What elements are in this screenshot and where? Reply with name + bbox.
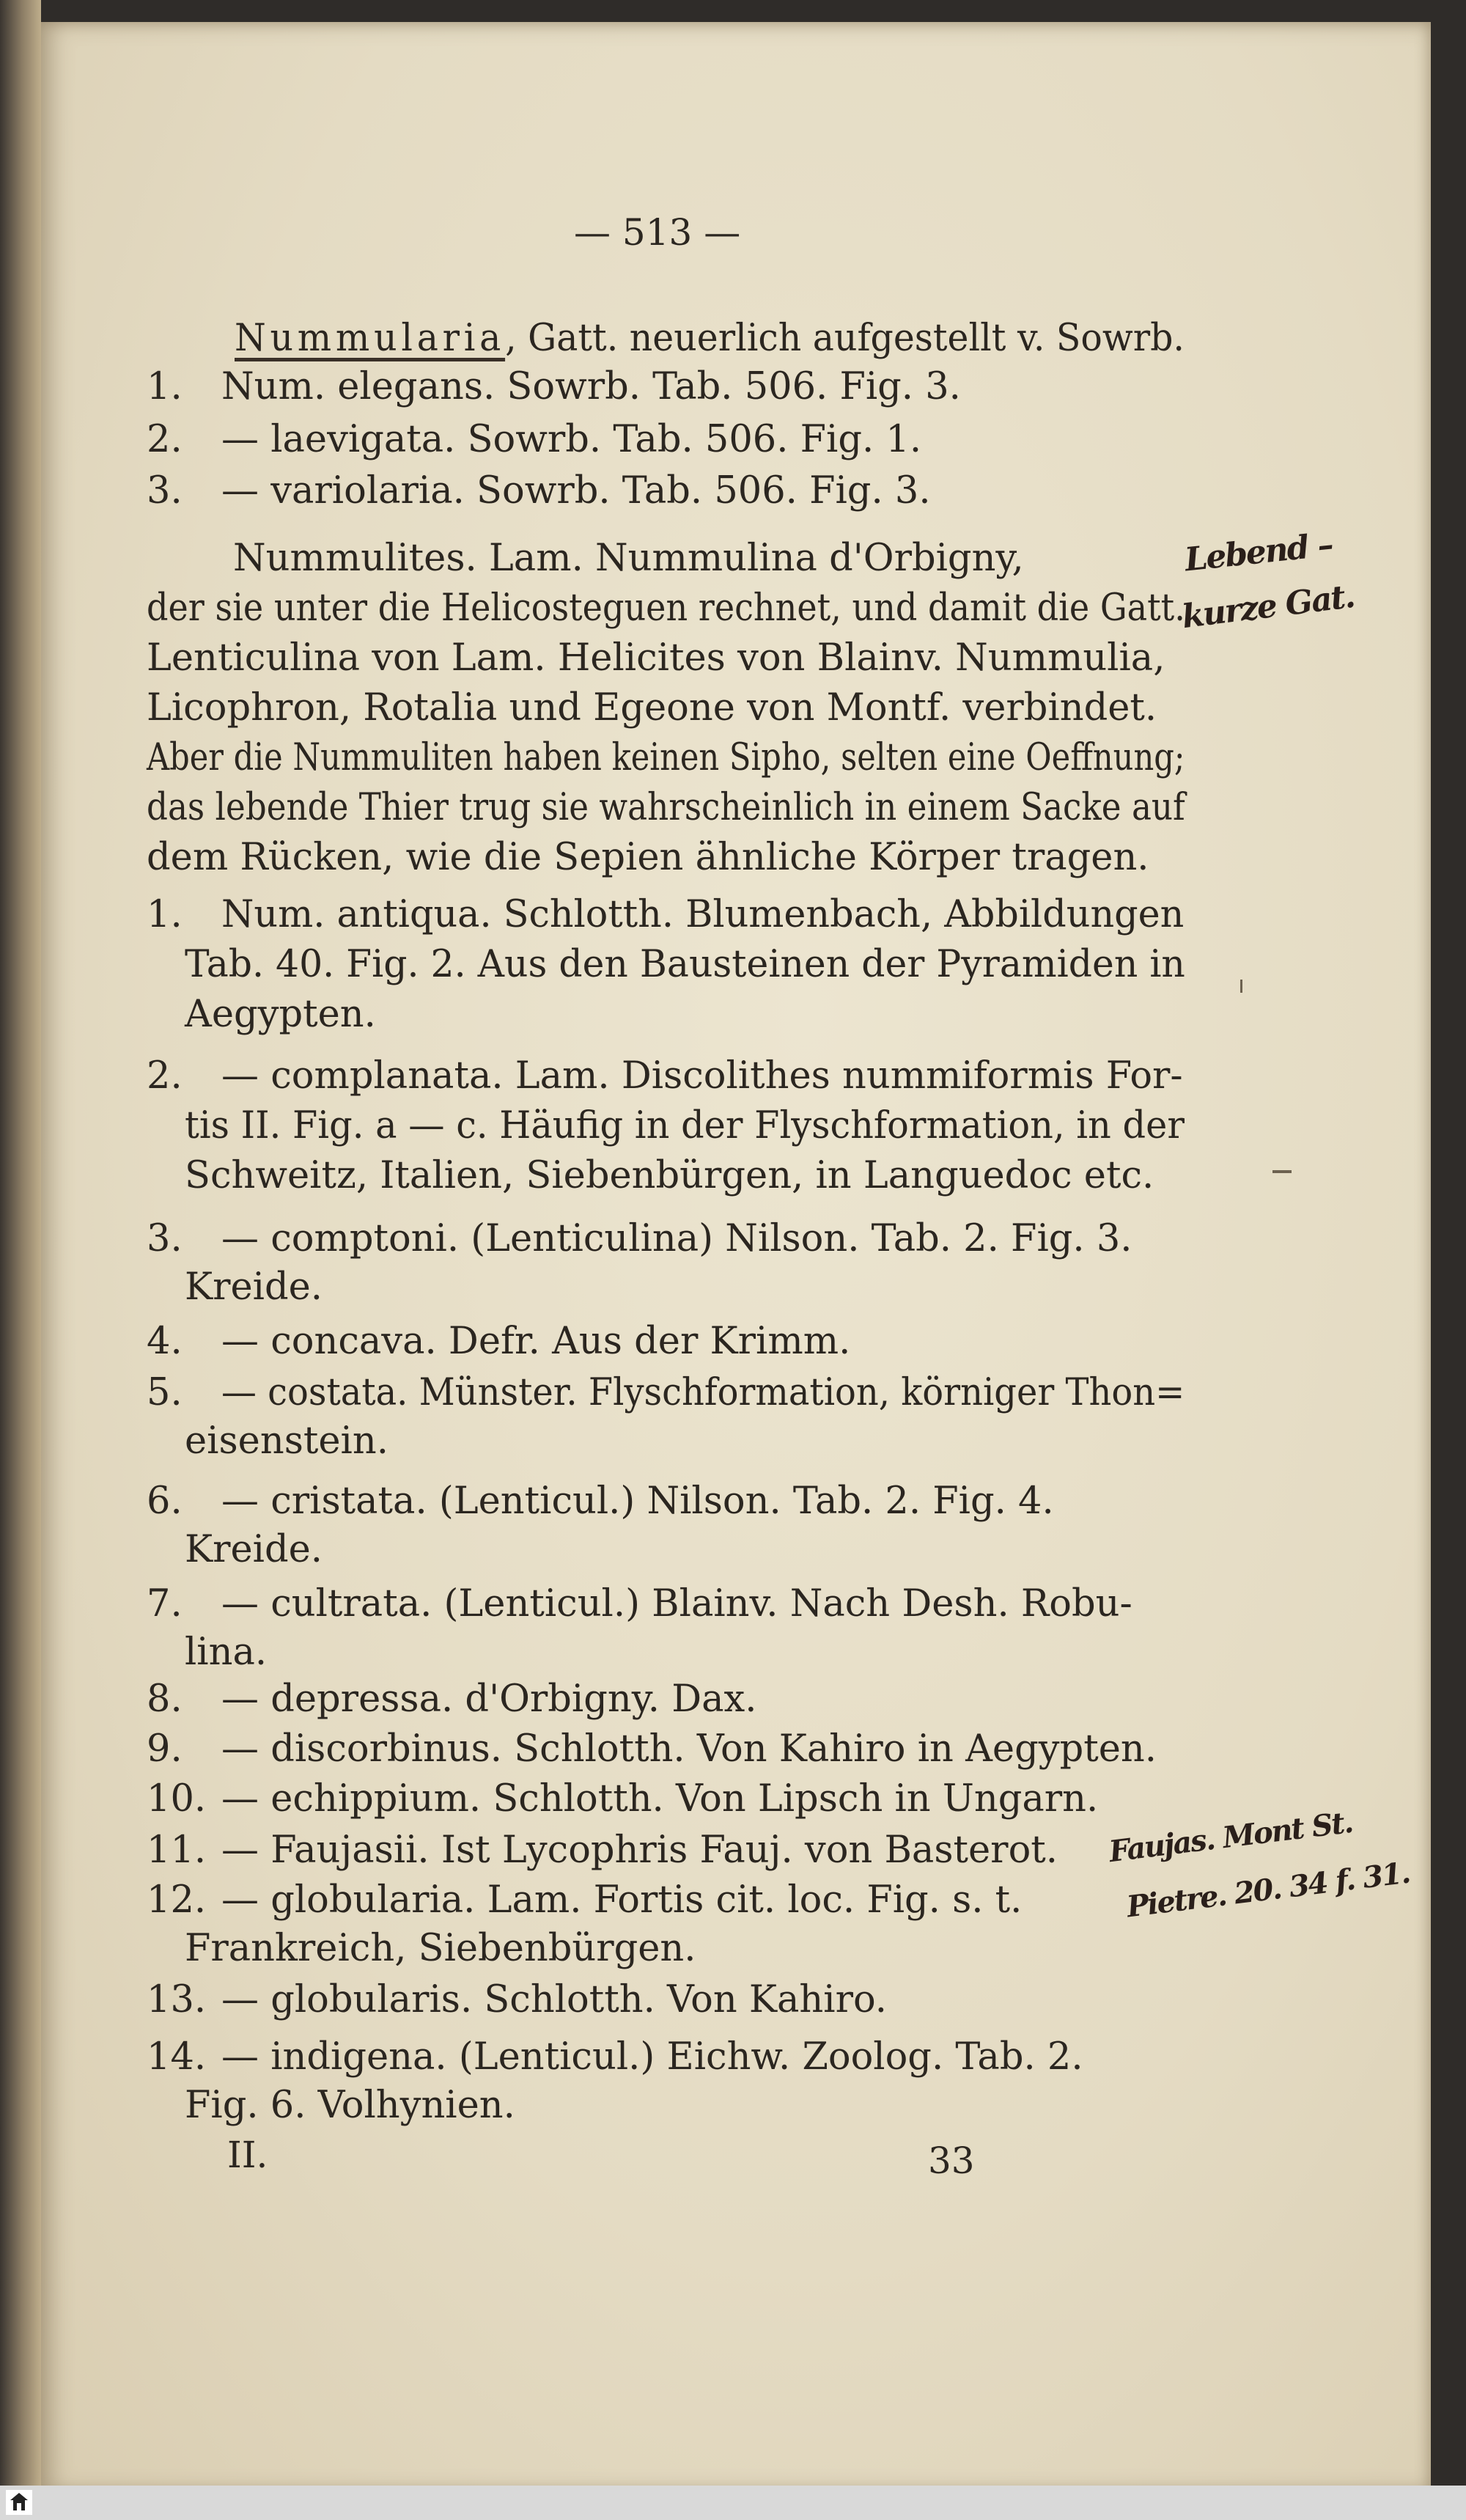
species-entry-line: Kreide.	[185, 1265, 323, 1309]
item-number: 13.	[147, 1978, 207, 2021]
nummulites-intro-line: dem Rücken, wie die Sepien ähnliche Körper tragen.	[147, 836, 1149, 879]
species-entry-line: Tab. 40. Fig. 2. Aus den Bausteinen der Pyramiden in	[185, 943, 1185, 986]
handwritten-note: Lebend –	[1182, 526, 1334, 579]
item-number: 2.	[147, 418, 183, 461]
species-entry-line: — complanata. Lam. Discolithes nummiformis For-	[221, 1054, 1183, 1098]
genus-name: Nummularia	[235, 317, 506, 360]
book-spine-edge	[0, 0, 41, 2520]
library-logo-icon	[6, 2490, 32, 2515]
handwritten-note: kurze Gat.	[1179, 577, 1356, 636]
stray-mark	[1272, 1170, 1292, 1173]
nummulites-intro-line: Lenticulina von Lam. Helicites von Blainv. Nummulia,	[147, 636, 1165, 680]
species-entry-line: — discorbinus. Schlotth. Von Kahiro in Aegypten.	[221, 1727, 1157, 1771]
nummulites-intro-line: das lebende Thier trug sie wahrscheinlich in einem Sacke auf	[147, 786, 1185, 829]
handwritten-note: Faujas. Mont St.	[1107, 1804, 1355, 1870]
item-number: 8.	[147, 1678, 183, 1721]
nummulites-intro-line: Licophron, Rotalia und Egeone von Montf. verbindet.	[147, 686, 1157, 730]
item-number: 3.	[147, 469, 183, 513]
item-number: 14.	[147, 2035, 207, 2079]
species-entry-line: — globularis. Schlotth. Von Kahiro.	[221, 1978, 887, 2021]
species-entry-line: Num. antiqua. Schlotth. Blumenbach, Abbildungen	[221, 893, 1185, 936]
species-entry-line: Frankreich, Siebenbürgen.	[185, 1927, 696, 1970]
species-entry-line: — echippium. Schlotth. Von Lipsch in Ungarn.	[221, 1777, 1099, 1821]
species-entry-line: tis II. Fig. a — c. Häufig in der Flyschformation, in der	[185, 1104, 1185, 1147]
species-entry-line: — cristata. (Lenticul.) Nilson. Tab. 2. Fig. 4.	[221, 1480, 1054, 1523]
species-entry-line: Fig. 6. Volhynien.	[185, 2084, 515, 2127]
species-entry-line: — comptoni. (Lenticulina) Nilson. Tab. 2. Fig. 3.	[221, 1217, 1132, 1260]
species-entry-line: lina.	[185, 1631, 268, 1674]
item-number: 11.	[147, 1829, 207, 1872]
item-number: 9.	[147, 1727, 183, 1771]
stray-mark	[1240, 980, 1242, 993]
nummularia-heading	[235, 317, 1185, 361]
item-number: 7.	[147, 1582, 183, 1625]
species-entry-line: — costata. Münster. Flyschformation, körniger Thon=	[221, 1371, 1185, 1414]
species-entry: — laevigata. Sowrb. Tab. 506. Fig. 1.	[221, 418, 922, 461]
gathering-number: 33	[928, 2139, 975, 2182]
species-entry-line: — concava. Defr. Aus der Krimm.	[221, 1320, 851, 1363]
handwritten-note: Pietre. 20. 34 f. 31.	[1124, 1855, 1412, 1925]
species-entry-line: — globularia. Lam. Fortis cit. loc. Fig. s. t.	[221, 1878, 1023, 1922]
item-number: 1.	[147, 893, 183, 936]
species-entry-line: — indigena. (Lenticul.) Eichw. Zoolog. Tab. 2.	[221, 2035, 1083, 2079]
species-entry-line: — cultrata. (Lenticul.) Blainv. Nach Desh. Robu-	[221, 1582, 1132, 1625]
species-entry: — variolaria. Sowrb. Tab. 506. Fig. 3.	[221, 469, 931, 513]
nummulites-intro-line: der sie unter die Helicosteguen rechnet, und damit die Gatt.	[147, 587, 1185, 630]
nummulites-intro-line: Aber die Nummuliten haben keinen Sipho, selten eine Oeffnung;	[147, 736, 1185, 779]
item-number: 6.	[147, 1480, 183, 1523]
item-number: 5.	[147, 1371, 183, 1414]
species-entry-line: Kreide.	[185, 1528, 323, 1571]
page-number: — 513 —	[574, 211, 741, 254]
item-number: 10.	[147, 1777, 207, 1821]
species-entry-line: — depressa. d'Orbigny. Dax.	[221, 1678, 757, 1721]
species-entry-line: Aegypten.	[185, 993, 376, 1036]
species-entry-line: — Faujasii. Ist Lycophris Fauj. von Basterot.	[221, 1829, 1058, 1872]
item-number: 4.	[147, 1320, 183, 1363]
item-number: 3.	[147, 1217, 183, 1260]
species-entry-line: eisenstein.	[185, 1419, 388, 1463]
item-number: 12.	[147, 1878, 207, 1922]
signature-mark: II.	[227, 2134, 268, 2176]
item-number: 1.	[147, 365, 183, 408]
item-number: 2.	[147, 1054, 183, 1098]
scan-footer-strip	[0, 2486, 1466, 2520]
genus-description: , Gatt. neuerlich aufgestellt v. Sowrb.	[505, 317, 1185, 360]
nummulites-intro-line: Nummulites. Lam. Nummulina d'Orbigny,	[233, 537, 1024, 580]
book-page	[41, 22, 1431, 2493]
species-entry-line: Schweitz, Italien, Siebenbürgen, in Languedoc etc.	[185, 1154, 1154, 1197]
species-entry: Num. elegans. Sowrb. Tab. 506. Fig. 3.	[221, 365, 961, 408]
